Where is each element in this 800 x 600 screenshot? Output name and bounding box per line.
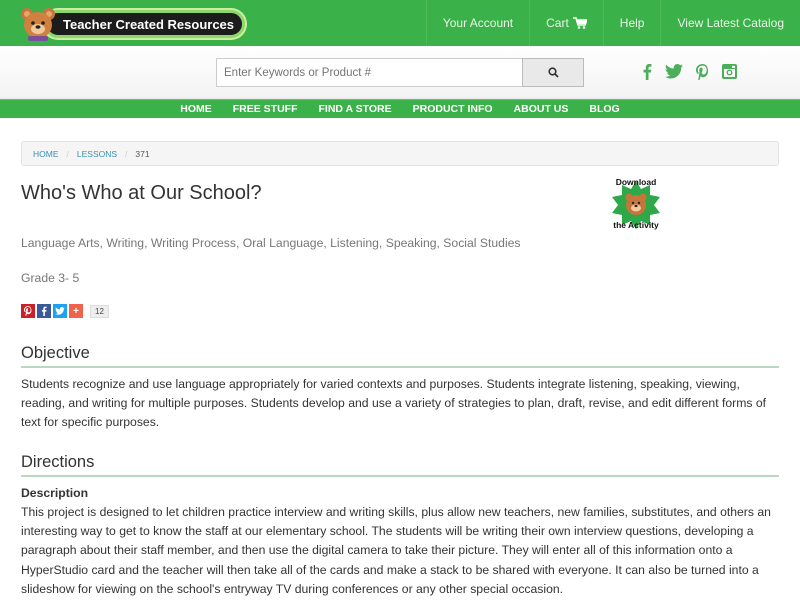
nav-blog[interactable]: BLOG — [589, 103, 620, 115]
objective-text: Students recognize and use language appropriately for varied contexts and purposes. Students integrate listening, speaking, viewing, reading, and writing for multiple purposes. Students develop and use a variety of strategies to plan, draft, revise, and edit different forms of text for specific purposes. — [21, 377, 766, 430]
instagram-icon[interactable] — [722, 64, 737, 79]
nav-free-stuff[interactable]: FREE STUFF — [232, 103, 298, 115]
facebook-icon — [41, 306, 47, 316]
breadcrumb-separator: / — [125, 148, 128, 159]
objective-heading: Objective — [21, 344, 779, 368]
help-label: Help — [619, 16, 645, 30]
nav-find-a-store[interactable]: FIND A STORE — [318, 103, 392, 115]
nav-home[interactable]: HOME — [180, 103, 212, 115]
share-more-button[interactable] — [69, 304, 83, 318]
download-activity-button[interactable] — [604, 175, 668, 235]
cart-label: Cart — [546, 16, 569, 30]
logo-text: Teacher Created Resources — [44, 10, 245, 38]
lesson-grade: Grade 3- 5 — [21, 271, 80, 285]
main-nav — [0, 99, 800, 118]
nav-product-info[interactable]: PRODUCT INFO — [412, 103, 493, 115]
your-account-link[interactable] — [426, 0, 529, 46]
breadcrumb-lessons[interactable]: LESSONS — [76, 148, 118, 159]
description-text: This project is designed to let children practice interview and writing skills, plus allow new teachers, new families, substitutes, and others an interesting way to get to know the staff at our elementary school. The students will be writing their own interview questions, developing a paragraph about their staff member, and then use the digital camera to take their picture. They will enter all of this information onto a HyperStudio card and the teacher will then take all of the cards and make a stack to be shared with everyone. It can also be turned into a slideshow for viewing on the school's entryway TV during conferences or any other special occasion. — [21, 505, 771, 596]
share-pinterest-button[interactable] — [21, 304, 35, 318]
pinterest-icon — [24, 306, 32, 316]
site-logo[interactable] — [18, 7, 245, 41]
share-facebook-button[interactable] — [37, 304, 51, 318]
share-count: 12 — [90, 305, 109, 318]
help-link[interactable] — [603, 0, 661, 46]
pinterest-icon[interactable] — [696, 64, 709, 80]
plus-icon: + — [73, 305, 79, 317]
bear-mascot-icon — [18, 6, 58, 42]
nav-about-us[interactable]: ABOUT US — [513, 103, 569, 115]
download-label-top: Download — [615, 177, 657, 187]
view-catalog-label: View Latest Catalog — [677, 16, 784, 30]
lesson-subjects: Language Arts, Writing, Writing Process, Oral Language, Listening, Speaking, Social Studies — [21, 236, 521, 250]
top-header — [0, 0, 800, 46]
your-account-label: Your Account — [442, 16, 514, 30]
twitter-icon — [55, 307, 65, 315]
cart-link[interactable] — [529, 0, 603, 46]
download-label-bottom: the Activity — [613, 220, 659, 230]
view-catalog-link[interactable] — [660, 0, 800, 46]
facebook-icon[interactable] — [642, 63, 652, 80]
share-twitter-button[interactable] — [53, 304, 67, 318]
search-button[interactable] — [522, 58, 584, 87]
description-label: Description — [21, 486, 89, 500]
share-buttons — [21, 304, 109, 318]
search-icon — [548, 67, 559, 78]
social-links — [642, 63, 737, 80]
twitter-icon[interactable] — [665, 64, 683, 79]
account-links — [426, 0, 800, 46]
breadcrumb-home[interactable]: HOME — [33, 148, 59, 159]
breadcrumb-current: 371 — [135, 148, 150, 159]
breadcrumb — [21, 141, 779, 166]
page-title: Who's Who at Our School? — [21, 182, 262, 204]
cart-icon — [573, 17, 587, 29]
breadcrumb-separator: / — [66, 148, 69, 159]
directions-heading: Directions — [21, 453, 779, 477]
search-input[interactable] — [216, 58, 523, 87]
